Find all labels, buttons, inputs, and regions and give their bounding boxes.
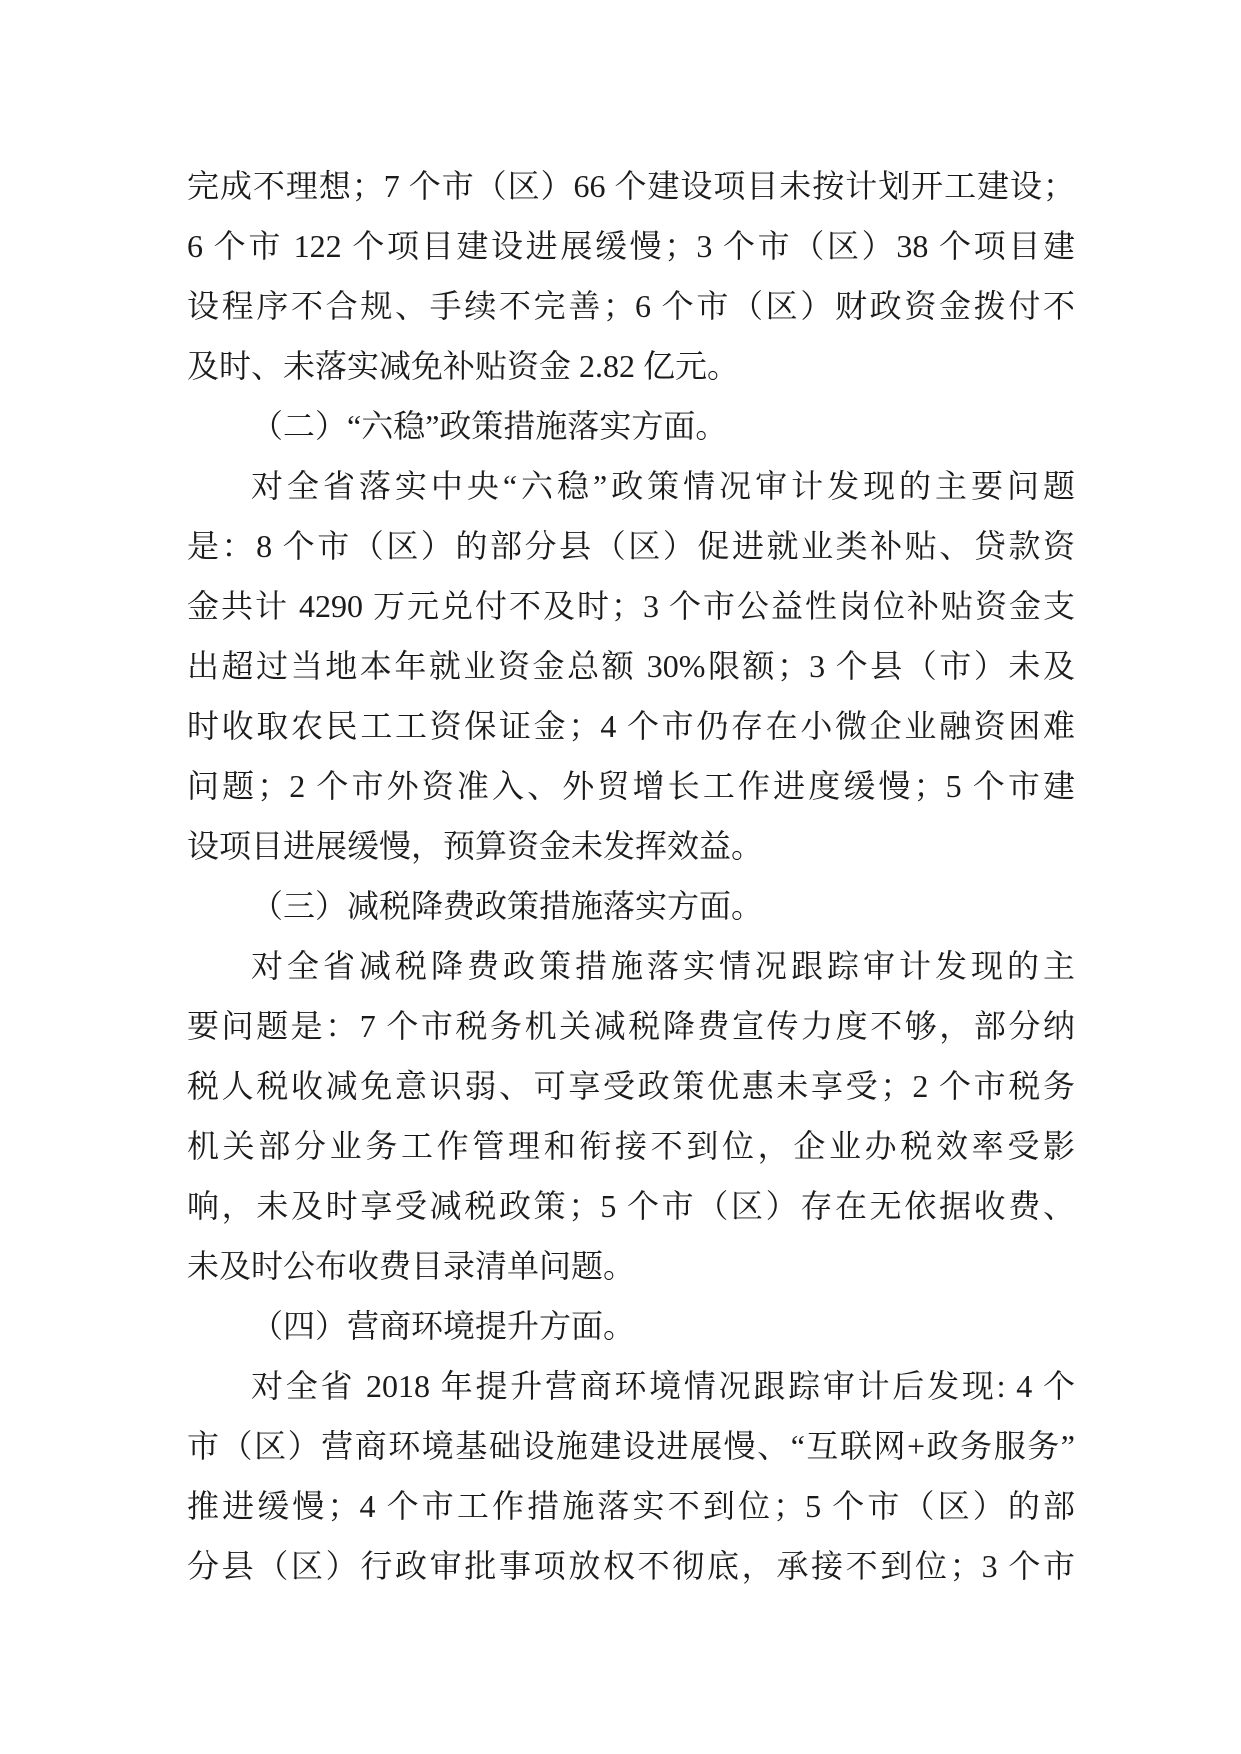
text-line: 设项目进展缓慢，预算资金未发挥效益。 xyxy=(187,828,764,864)
text-line: 问题；2 个市外资准入、外贸增长工作进度缓慢；5 个市建 xyxy=(187,768,1075,804)
text-line: 完成不理想；7 个市（区）66 个建设项目未按计划开工建设； xyxy=(187,168,1075,204)
text-line: 对全省落实中央“六稳”政策情况审计发现的主要问题 xyxy=(251,468,1075,504)
text-line: 机关部分业务工作管理和衔接不到位，企业办税效率受影 xyxy=(187,1128,1075,1164)
text-line: 是：8 个市（区）的部分县（区）促进就业类补贴、贷款资 xyxy=(187,528,1075,564)
text-line: 未及时公布收费目录清单问题。 xyxy=(187,1248,636,1284)
text-line: 响，未及时享受减税政策；5 个市（区）存在无依据收费、 xyxy=(187,1188,1075,1224)
text-line: 对全省减税降费政策措施落实情况跟踪审计发现的主 xyxy=(251,948,1075,984)
text-line: 市（区）营商环境基础设施建设进展慢、“互联网+政务服务” xyxy=(187,1428,1075,1464)
text-line: 及时、未落实减免补贴资金 2.82 亿元。 xyxy=(187,348,740,384)
text-line: 推进缓慢；4 个市工作措施落实不到位；5 个市（区）的部 xyxy=(187,1488,1075,1524)
text-line: 设程序不合规、手续不完善；6 个市（区）财政资金拨付不 xyxy=(187,288,1075,324)
text-line: 税人税收减免意识弱、可享受政策优惠未享受；2 个市税务 xyxy=(187,1068,1075,1104)
text-line: 分县（区）行政审批事项放权不彻底，承接不到位；3 个市 xyxy=(187,1548,1075,1584)
text-line: 要问题是：7 个市税务机关减税降费宣传力度不够，部分纳 xyxy=(187,1008,1075,1044)
text-line: 时收取农民工工资保证金；4 个市仍存在小微企业融资困难 xyxy=(187,708,1075,744)
text-line: 金共计 4290 万元兑付不及时；3 个市公益性岗位补贴资金支 xyxy=(187,588,1075,624)
section-heading-2: （二）“六稳”政策措施落实方面。 xyxy=(251,408,728,444)
section-heading-4: （四）营商环境提升方面。 xyxy=(251,1308,636,1344)
document-content xyxy=(187,156,1075,1596)
section-heading-3: （三）减税降费政策措施落实方面。 xyxy=(251,888,764,924)
text-line: 出超过当地本年就业资金总额 30%限额；3 个县（市）未及 xyxy=(187,648,1075,684)
text-line: 对全省 2018 年提升营商环境情况跟踪审计后发现: 4 个 xyxy=(251,1368,1075,1404)
text-line: 6 个市 122 个项目建设进展缓慢；3 个市（区）38 个项目建 xyxy=(187,228,1075,264)
